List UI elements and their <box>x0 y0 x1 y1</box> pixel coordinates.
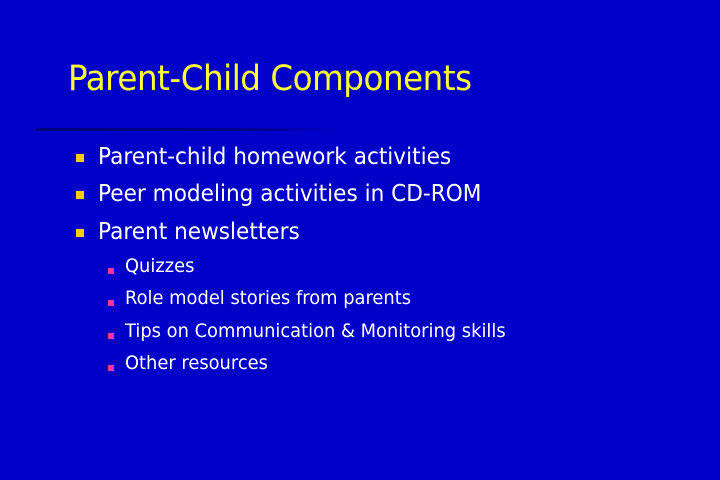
slide-title: Parent-Child Components <box>68 59 472 99</box>
title-divider <box>36 128 336 131</box>
square-subbullet-icon <box>108 365 114 371</box>
square-subbullet-icon <box>108 268 114 274</box>
square-bullet-icon <box>76 154 84 162</box>
bullet-item: Parent-child homework activities <box>98 144 452 170</box>
sub-bullet-item: Tips on Communication & Monitoring skills <box>125 320 506 342</box>
sub-bullet-item: Role model stories from parents <box>125 287 412 309</box>
square-subbullet-icon <box>108 300 114 306</box>
square-bullet-icon <box>76 229 84 237</box>
bullet-item: Peer modeling activities in CD-ROM <box>98 181 482 207</box>
square-bullet-icon <box>76 191 84 199</box>
sub-bullet-item: Quizzes <box>125 255 195 277</box>
square-subbullet-icon <box>108 333 114 339</box>
bullet-item: Parent newsletters <box>98 219 300 245</box>
sub-bullet-item: Other resources <box>125 352 268 374</box>
